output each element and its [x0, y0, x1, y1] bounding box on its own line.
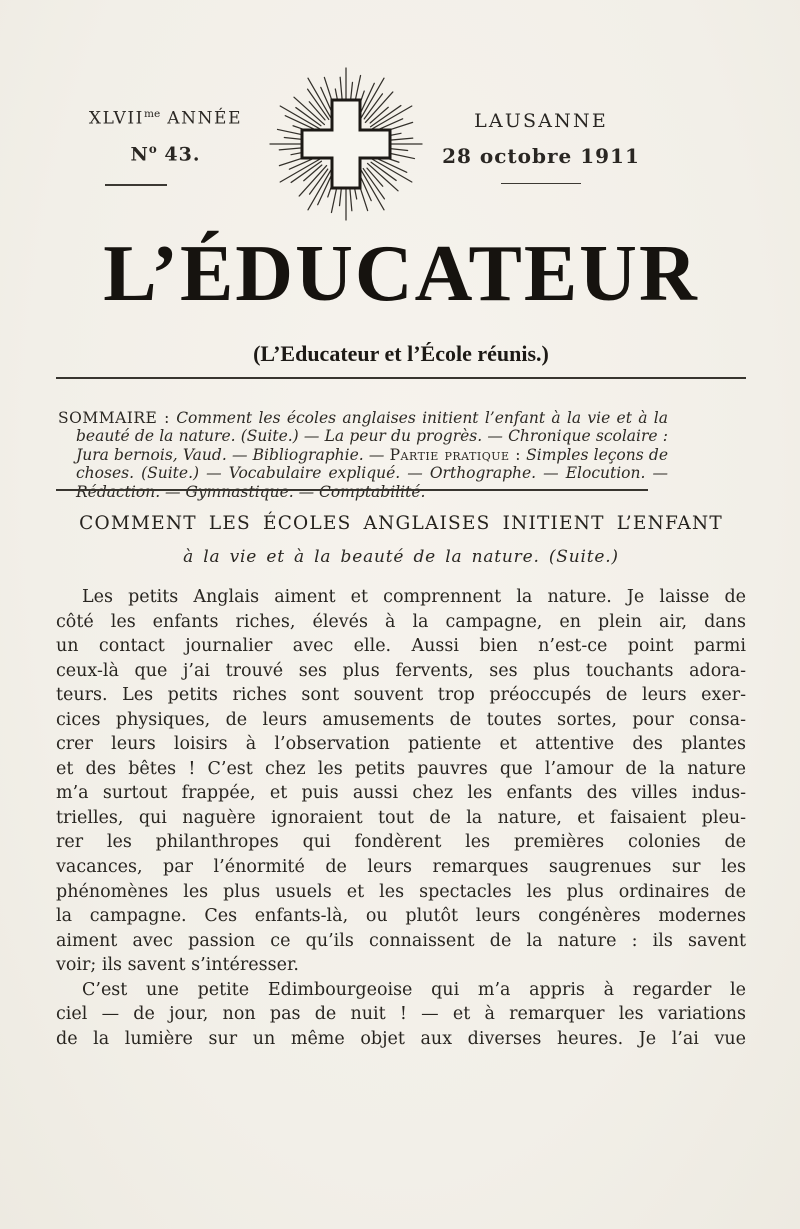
text-line: et des bêtes ! C’est chez les petits pauvres que l’amour de la nature — [56, 758, 746, 779]
text-line: aiment avec passion ce qu’ils connaissent de la nature : ils savent — [56, 930, 746, 951]
text-line: un contact journalier avec elle. Aussi bien n’est-ce point parmi — [56, 636, 746, 657]
masthead-left-rule — [105, 184, 167, 186]
text-line: C’est une petite Edimbourgeoise qui m’a appris à regarder le — [82, 979, 746, 1000]
article-subheading: à la vie et à la beauté de la nature. (Suite.) — [183, 547, 619, 567]
text-line: cices physiques, de leurs amusements de toutes sortes, pour consa- — [56, 709, 746, 730]
masthead-issue-column — [58, 108, 273, 186]
numero-value: 43. — [164, 142, 201, 165]
partie-pratique-label: Partie pratique : — [389, 445, 521, 464]
text-line: la campagne. Ces enfants-là, ou plutôt leurs congénères modernes — [56, 906, 746, 927]
text-line: ciel — de jour, non pas de nuit ! — et à remarquer les variations — [56, 1004, 746, 1025]
numero-superscript: o — [148, 141, 157, 156]
sommaire-items-1: Comment les écoles anglaises initient l’enfant à la vie et à la beauté de la nature. (Suite.) — La peur du progrès. — Chronique scolaire : Jura bernois, Vaud. — Bibliographie. — — [76, 408, 668, 464]
annee-superscript: me — [144, 108, 161, 120]
text-line: crer leurs loisirs à l’observation patiente et attentive des plantes — [56, 734, 746, 755]
paragraph — [56, 978, 746, 1052]
text-line: phénomènes les plus usuels et les spectacles les plus ordinaires de — [56, 881, 746, 902]
text-line: côté les enfants riches, élevés à la campagne, en plein air, dans — [56, 611, 746, 632]
journal-subtitle: (L’Educateur et l’École réunis.) — [253, 341, 549, 366]
swiss-cross-icon — [302, 100, 390, 188]
text-line: vacances, par l’énormité de leurs remarques saugrenues sur les — [56, 857, 746, 878]
sunburst-cross-icon — [256, 54, 436, 234]
numero-prefix: N — [130, 142, 149, 165]
text-line: ceux-là que j’ai trouvé ses plus fervents, ses plus touchants adora- — [56, 660, 746, 681]
numero-line — [58, 142, 273, 165]
masthead-place-column — [425, 110, 657, 184]
masthead-right-rule — [501, 183, 581, 184]
city-line: LAUSANNE — [474, 110, 608, 132]
separator-rule-bottom — [56, 489, 648, 491]
date-line: 28 octobre 1911 — [442, 144, 640, 168]
annee-roman: XLVII — [88, 108, 144, 129]
sommaire — [58, 409, 668, 502]
text-line: voir; ils savent s’intéresser. — [56, 955, 299, 976]
paragraph — [56, 585, 746, 978]
swiss-cross-sunburst-emblem — [256, 54, 436, 234]
annee-word: ANNÉE — [167, 108, 243, 129]
text-line: rer les philanthropes qui fondèrent les premières colonies de — [56, 832, 746, 853]
separator-rule-top — [56, 377, 746, 379]
text-line: trielles, qui naguère ignoraient tout de la nature, et faisaient pleu- — [56, 807, 746, 828]
journal-title: L’ÉDUCATEUR — [103, 230, 699, 318]
article-body — [56, 585, 746, 1051]
sommaire-items-2: Simples leçons de choses. (Suite.) — Vocabulaire expliqué. — Orthographe. — Elocution. — Rédaction. — Gymnastique. — Comptabilité. — [76, 445, 668, 501]
article-heading: COMMENT LES ÉCOLES ANGLAISES INITIENT L’ENFANT — [79, 513, 723, 534]
annee-line — [58, 108, 273, 129]
text-line: teurs. Les petits riches sont souvent trop préoccupés de leurs exer- — [56, 685, 746, 706]
text-line: de la lumière sur un même objet aux diverses heures. Je l’ai vue — [56, 1028, 746, 1049]
sommaire-label: SOMMAIRE : — [58, 408, 170, 427]
text-line: Les petits Anglais aiment et comprennent la nature. Je laisse de — [82, 587, 746, 607]
text-line: m’a surtout frappée, et puis aussi chez les enfants des villes indus- — [56, 783, 746, 804]
